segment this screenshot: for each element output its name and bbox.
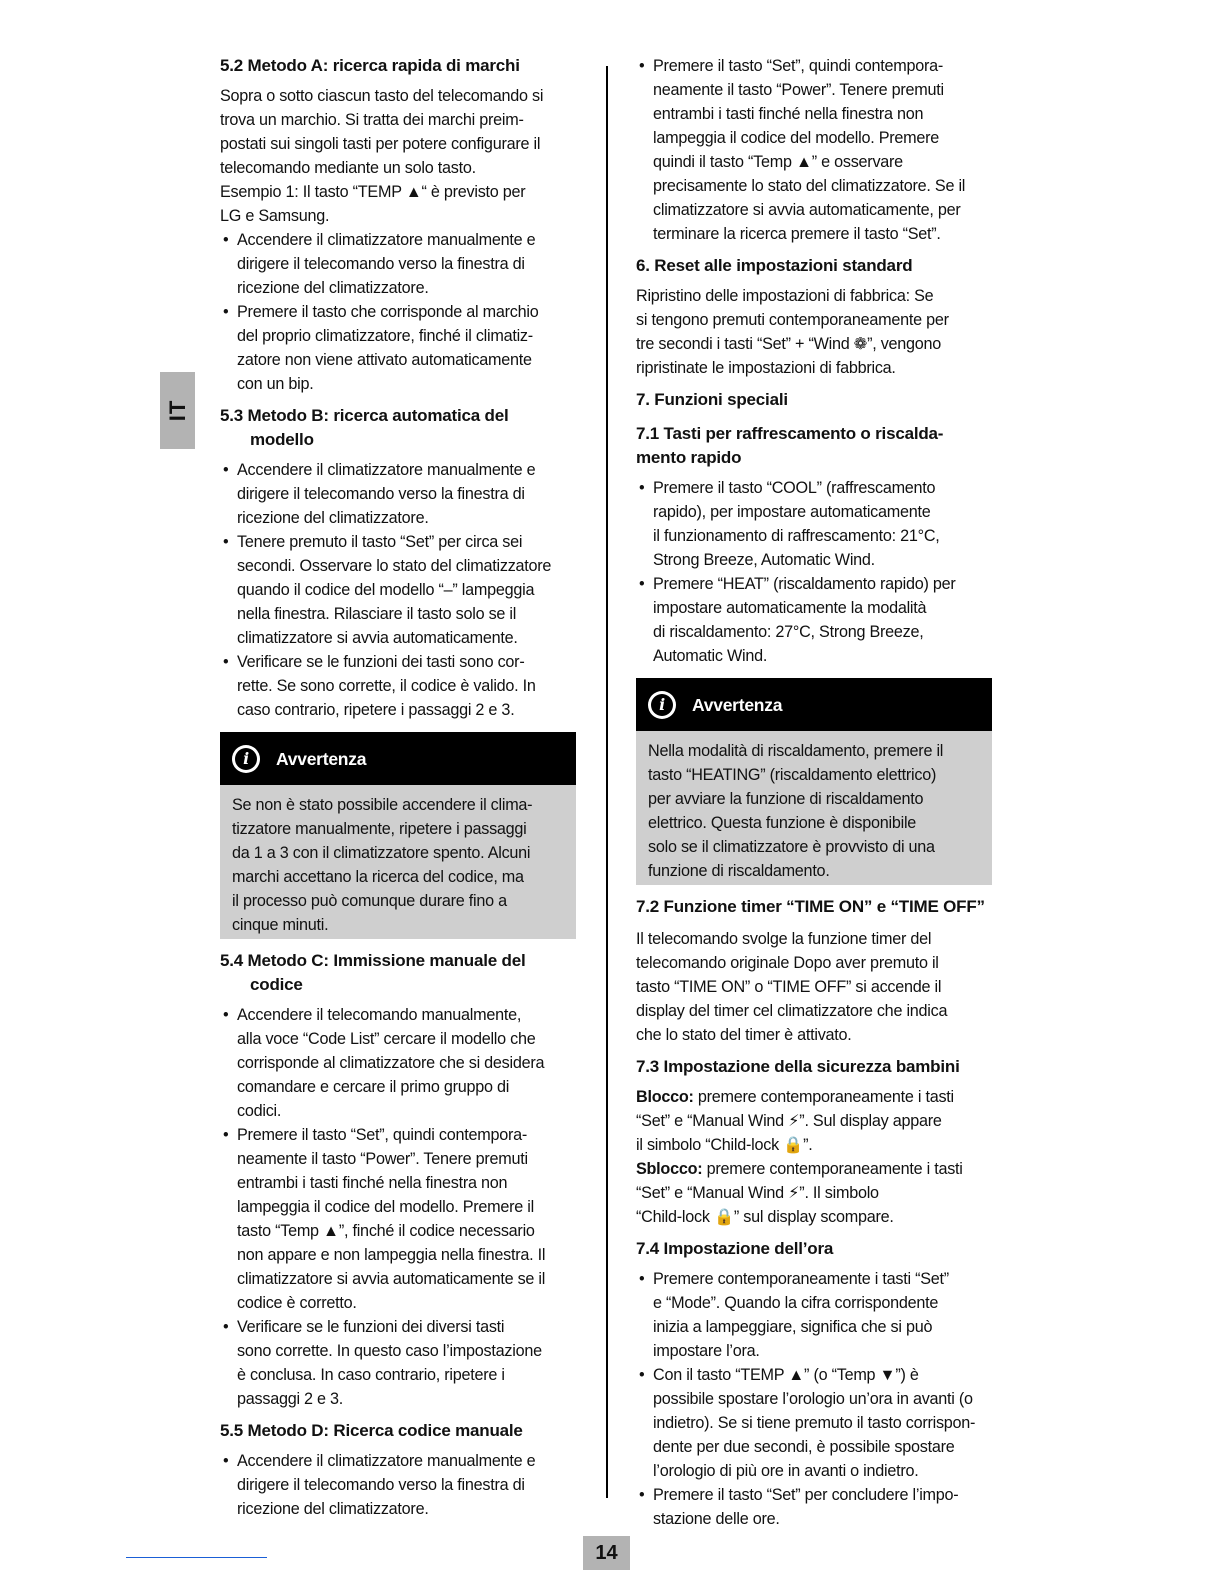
list-item: • Accendere il climatizzatore manualmente e dirigere il telecomando verso la finestra di ricezione del climatizzatore. [220, 458, 576, 530]
left-column [220, 54, 576, 1521]
page-number: 14 [583, 1536, 630, 1570]
paragraph: Esempio 1: Il tasto “TEMP ▲“ è previsto per LG e Samsung. [220, 183, 526, 225]
heading-line: 5.4 Metodo C: Immissione manuale del [220, 951, 526, 970]
footer-line [126, 1557, 267, 1558]
list-item: • Verificare se le funzioni dei diversi tasti sono corrette. In questo caso l’impostazione è conclusa. In caso contrario, ripetere i passaggi 2 e 3. [220, 1315, 576, 1411]
heading-7-1 [636, 422, 992, 470]
warning-header [220, 732, 576, 785]
heading-7-4: 7.4 Impostazione dell’ora [636, 1239, 834, 1258]
list-item: • Accendere il climatizzatore manualmente e dirigere il telecomando verso la finestra di ricezione del climatizzatore. [220, 1449, 576, 1521]
language-tab-label: IT [164, 399, 190, 422]
list-item: • Premere il tasto “Set” per concludere l’impo- stazione delle ore. [636, 1483, 992, 1531]
heading-line: modello [250, 430, 314, 449]
bullet-list [636, 54, 992, 246]
list-item: • Accendere il climatizzatore manualmente e dirigere il telecomando verso la finestra di ricezione del climatizzatore. [220, 228, 576, 300]
heading-5-3 [220, 404, 576, 452]
bullet-list [636, 476, 992, 668]
warning-body: Nella modalità di riscaldamento, premere il tasto “HEATING” (riscaldamento elettrico) per avviare la funzione di riscaldamento elettrico. Questa funzione è disponibile solo se il climatizzatore è provvisto di una funzione di riscaldamento. [636, 731, 992, 885]
list-item: • Premere il tasto “COOL” (raffrescamento rapido), per impostare automaticamente il funzionamento di raffrescamento: 21°C, Strong Breeze, Automatic Wind. [636, 476, 992, 572]
heading-6: 6. Reset alle impostazioni standard [636, 256, 913, 275]
unlock-text: premere contemporaneamente i tasti “Set” e “Manual Wind ⚡”. Il simbolo “Child-lock 🔒” sul display scompare. [636, 1160, 963, 1226]
unlock-label: Sblocco: [636, 1160, 703, 1178]
heading-7: 7. Funzioni speciali [636, 390, 788, 409]
warning-header [636, 678, 992, 731]
list-item: • Premere il tasto “Set”, quindi contempora- neamente il tasto “Power”. Tenere premuti entrambi i tasti finché nella finestra non lampeggia il codice del modello. Premere il tasto “Temp ▲”, finché il codice necessario non appare e non lampeggia nella finestra. Il climatizzatore si avvia automaticamente se il codice è corretto. [220, 1123, 576, 1315]
paragraph: Sopra o sotto ciascun tasto del telecomando si trova un marchio. Si tratta dei marchi preim- postati sui singoli tasti per potere configurare il telecomando mediante un solo tasto. [220, 87, 544, 177]
heading-5-4 [220, 949, 576, 997]
warning-body: Se non è stato possibile accendere il clima- tizzatore manualmente, ripetere i passaggi da 1 a 3 con il climatizzatore spento. Alcuni marchi accettano la ricerca del codice, ma il processo può comunque durare fino a cinque minuti. [220, 785, 576, 939]
warning-box [636, 678, 992, 885]
list-item: • Premere “HEAT” (riscaldamento rapido) per impostare automaticamente la modalità di riscaldamento: 27°C, Strong Breeze, Automatic Wind. [636, 572, 992, 668]
list-item: • Premere il tasto “Set”, quindi contempora- neamente il tasto “Power”. Tenere premuti entrambi i tasti finché nella finestra non lampeggia il codice del modello. Premere quindi il tasto “Temp ▲” e osservare precisamente lo stato del climatizzatore. Se il climatizzatore si avvia automaticamente, per terminare la ricerca premere il tasto “Set”. [636, 54, 992, 246]
heading-line: mento rapido [636, 448, 742, 467]
list-item: • Accendere il telecomando manualmente, alla voce “Code List” cercare il modello che corrisponde al climatizzatore che si desidera comandare e cercare il primo gruppo di codici. [220, 1003, 576, 1123]
warning-title: Avvertenza [692, 694, 783, 715]
heading-line: 7.1 Tasti per raffrescamento o riscalda- [636, 424, 944, 443]
heading-5-2: 5.2 Metodo A: ricerca rapida di marchi [220, 56, 520, 75]
bullet-list [220, 1003, 576, 1411]
heading-7-3: 7.3 Impostazione della sicurezza bambini [636, 1057, 960, 1076]
list-item: • Verificare se le funzioni dei tasti sono cor- rette. Se sono corrette, il codice è valido. In caso contrario, ripetere i passaggi 2 e 3. [220, 650, 576, 722]
heading-5-5: 5.5 Metodo D: Ricerca codice manuale [220, 1421, 523, 1440]
info-icon: i [648, 691, 676, 719]
bullet-list [636, 1267, 992, 1531]
list-item: • Con il tasto “TEMP ▲” (o “Temp ▼”) è possibile spostare l’orologio un’ora in avanti (o indietro). Se si tiene premuto il tasto corrispon- dente per due secondi, è possibile spostare l’orologio di più ore in avanti o indietro. [636, 1363, 992, 1483]
column-divider [606, 66, 608, 1498]
list-item: • Tenere premuto il tasto “Set” per circa sei secondi. Osservare lo stato del climatizzatore quando il codice del modello “–” lampeggia nella finestra. Rilasciare il tasto solo se il climatizzatore si avvia automaticamente. [220, 530, 576, 650]
paragraph: Ripristino delle impostazioni di fabbrica: Se si tengono premuti contemporaneamente per tre secondi i tasti “Set” + “Wind ❁”, vengono ripristinate le impostazioni di fabbrica. [636, 287, 949, 377]
bullet-list [220, 458, 576, 722]
bullet-list [220, 228, 576, 396]
warning-box [220, 732, 576, 939]
right-column [636, 54, 992, 1531]
language-tab [160, 372, 195, 449]
warning-title: Avvertenza [276, 748, 367, 769]
lock-text: premere contemporaneamente i tasti “Set” e “Manual Wind ⚡”. Sul display appare il simbolo “Child-lock 🔒”. [636, 1088, 954, 1154]
lock-label: Blocco: [636, 1088, 694, 1106]
list-item: • Premere il tasto che corrisponde al marchio del proprio climatizzatore, finché il climatiz- zatore non viene attivato automaticamente con un bip. [220, 300, 576, 396]
paragraph-unlock [636, 1157, 992, 1229]
heading-7-2: 7.2 Funzione timer “TIME ON” e “TIME OFF” [636, 897, 985, 916]
paragraph-lock [636, 1085, 992, 1157]
list-item: • Premere contemporaneamente i tasti “Set” e “Mode”. Quando la cifra corrispondente inizia a lampeggiare, significa che si può impostare l’ora. [636, 1267, 992, 1363]
paragraph: Il telecomando svolge la funzione timer del telecomando originale Dopo aver premuto il tasto “TIME ON” o “TIME OFF” si accende il display del timer cel climatizzatore che indica che lo stato del timer è attivato. [636, 930, 948, 1044]
bullet-list [220, 1449, 576, 1521]
heading-line: 5.3 Metodo B: ricerca automatica del [220, 406, 509, 425]
info-icon: i [232, 745, 260, 773]
heading-line: codice [250, 975, 303, 994]
